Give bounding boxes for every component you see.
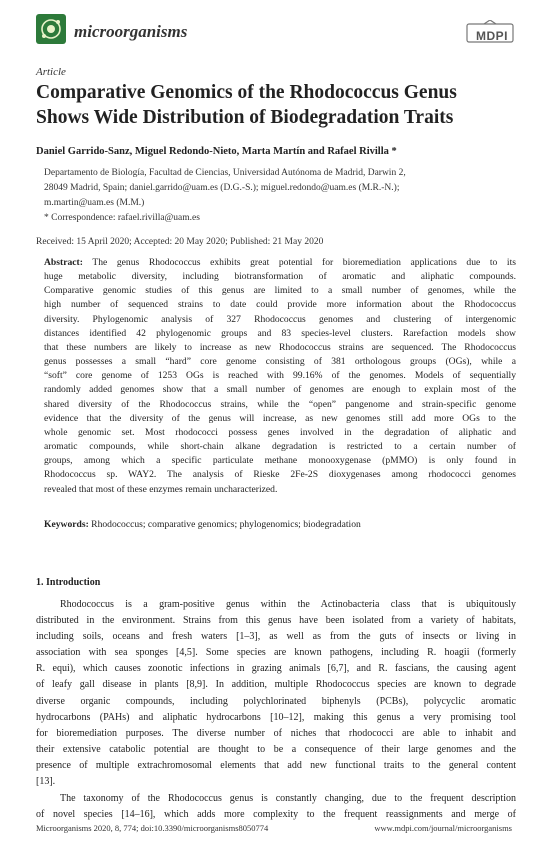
abstract-line: The genus Rhodococcus exhibits great potential for bioremediation applications due to its <box>92 257 516 268</box>
body-line: for bioremediation purposes. The diverse number of niches that rhodococci are able to inhabit and <box>36 727 516 739</box>
intro-paragraph <box>36 791 516 823</box>
body-line: hydrocarbons (PAHs) and aliphatic hydrocarbons [10–12], making this genus a very promising tool <box>36 711 516 723</box>
body-line: R. equi), which causes zoonotic infections in grazing animals [6,7], and R. fascians, the causing agent <box>36 663 516 675</box>
body-line: of novel species [14–16], which adds more complexity to the frequent reassignments and merge of <box>36 809 516 821</box>
abstract-label: Abstract: <box>44 257 83 268</box>
journal-name: microorganisms <box>74 22 188 41</box>
abstract-line: diversity. Phylogenomic analysis of 327 Rhodococcus genomes and clustering of intergenomic <box>44 313 516 325</box>
affiliation-line: Departamento de Biología, Facultad de Ciencias, Universidad Autónoma de Madrid, Darwin 2, <box>44 168 406 178</box>
body-line: presence of multiple extrachromosomal elements that add new functional traits to the general content <box>36 759 516 771</box>
body-line: diverse organic compounds, including polychlorinated biphenyls (PCBs), polycyclic aromatic <box>36 695 516 707</box>
affiliation-line: m.martin@uam.es (M.M.) <box>44 198 145 208</box>
body-line: distributed in the environment. Strains from this genus have been isolated from a variety of habitats, <box>36 615 516 627</box>
publisher-name: MDPI <box>476 29 508 43</box>
title-line: Shows Wide Distribution of Biodegradation Traits <box>36 107 454 128</box>
paper-title <box>36 80 516 130</box>
abstract-line: Comparative genomic studies of this genus are limited to a small number of genomes, while the <box>44 285 516 297</box>
body-line: [13]. <box>36 776 56 788</box>
body-line: Rhodococcus is a gram-positive genus within the Actinobacteria class that is ubiquitously <box>60 599 516 610</box>
abstract-line: high number of sequenced strains to date could provide more information about the Rhodococcus <box>44 299 516 311</box>
article-type: Article <box>36 66 66 78</box>
abstract-line: genus possesses a small “hard” core genome consisting of 381 orthologous groups (OGs), while a <box>44 356 516 368</box>
microorganisms-logo-icon <box>36 14 66 44</box>
affiliation-line: 28049 Madrid, Spain; daniel.garrido@uam.es (D.G.-S.); miguel.redondo@uam.es (M.R.-N.); <box>44 183 400 193</box>
body-line: including soils, oceans and fresh waters [1–3], as well as from the guts of insects or living in <box>36 631 516 643</box>
keywords-label: Keywords: <box>44 519 89 530</box>
body-line: their extensive catabolic potential are thought to be a consequence of their large genomes and the <box>36 743 516 755</box>
keywords-text: Rhodococcus; comparative genomics; phylogenomics; biodegradation <box>91 519 361 530</box>
affiliation <box>44 166 514 211</box>
abstract-line: groups, among which a specific particulate methane monooxygenase (pMMO) is only found in <box>44 455 516 467</box>
correspondence: * Correspondence: rafael.rivilla@uam.es <box>44 213 200 223</box>
footer-journal-url: www.mdpi.com/journal/microorganisms <box>374 823 512 833</box>
abstract-line: huge metabolic diversity, including biotransformation of aromatic and aliphatic compounds. <box>44 271 516 283</box>
abstract-line: shared diversity of the Rhodococcus strains, while the “open” pangenome and strain-specific genome <box>44 398 516 410</box>
abstract-line: distances identified 42 phylogenomic groups and 83 species-level clusters. Rarefaction models show <box>44 327 516 339</box>
section-heading: 1. Introduction <box>36 577 101 588</box>
body-line: association with sea sponges [4,5]. Some species are known pathogens, including R. hoagii (formerly <box>36 647 516 659</box>
abstract-line: revealed that most of these enzymes remain uncharacterized. <box>44 483 278 495</box>
body-line: The taxonomy of the Rhodococcus genus is constantly changing, due to the frequent description <box>60 793 516 804</box>
abstract-line: Rhodococcus sp. WAY2. The analysis of Rieske 2Fe-2S dioxygenases among rhodococci genomes <box>44 469 516 481</box>
author-list: Daniel Garrido-Sanz, Miguel Redondo-Nieto, Marta Martín and Rafael Rivilla * <box>36 146 397 157</box>
abstract-line: randomly added genomes show that a small number of genomes are enough to explain most of the <box>44 384 516 396</box>
footer-citation: Microorganisms 2020, 8, 774; doi:10.3390/microorganisms8050774 <box>36 823 269 833</box>
intro-paragraph <box>36 597 516 790</box>
abstract-line: whole genomic set. Most rhodococci possess genes involved in the degradation of aliphatic and <box>44 426 516 438</box>
abstract-line: that these numbers are likely to increase as new Rhodococcus strains are sequenced. The Rhodococcus <box>44 341 516 353</box>
keywords <box>44 519 516 530</box>
body-line: of leafy gall disease in plants [8,9]. In addition, multiple Rhodococcus species are known to degrade <box>36 679 516 691</box>
title-line: Comparative Genomics of the Rhodococcus Genus <box>36 82 457 103</box>
publication-dates: Received: 15 April 2020; Accepted: 20 May 2020; Published: 21 May 2020 <box>36 237 324 247</box>
abstract-line: evidence that the diversity of the genus will increase, as new genomes still add more OGs to the <box>44 412 516 424</box>
abstract-line: “soft” core genome of 1253 OGs is reached with 99.16% of the genomes. Models of sequentially <box>44 370 516 382</box>
abstract-line: aromatic compounds, while short-chain alkane degradation is restricted to a certain number of <box>44 441 516 453</box>
abstract <box>44 256 516 497</box>
